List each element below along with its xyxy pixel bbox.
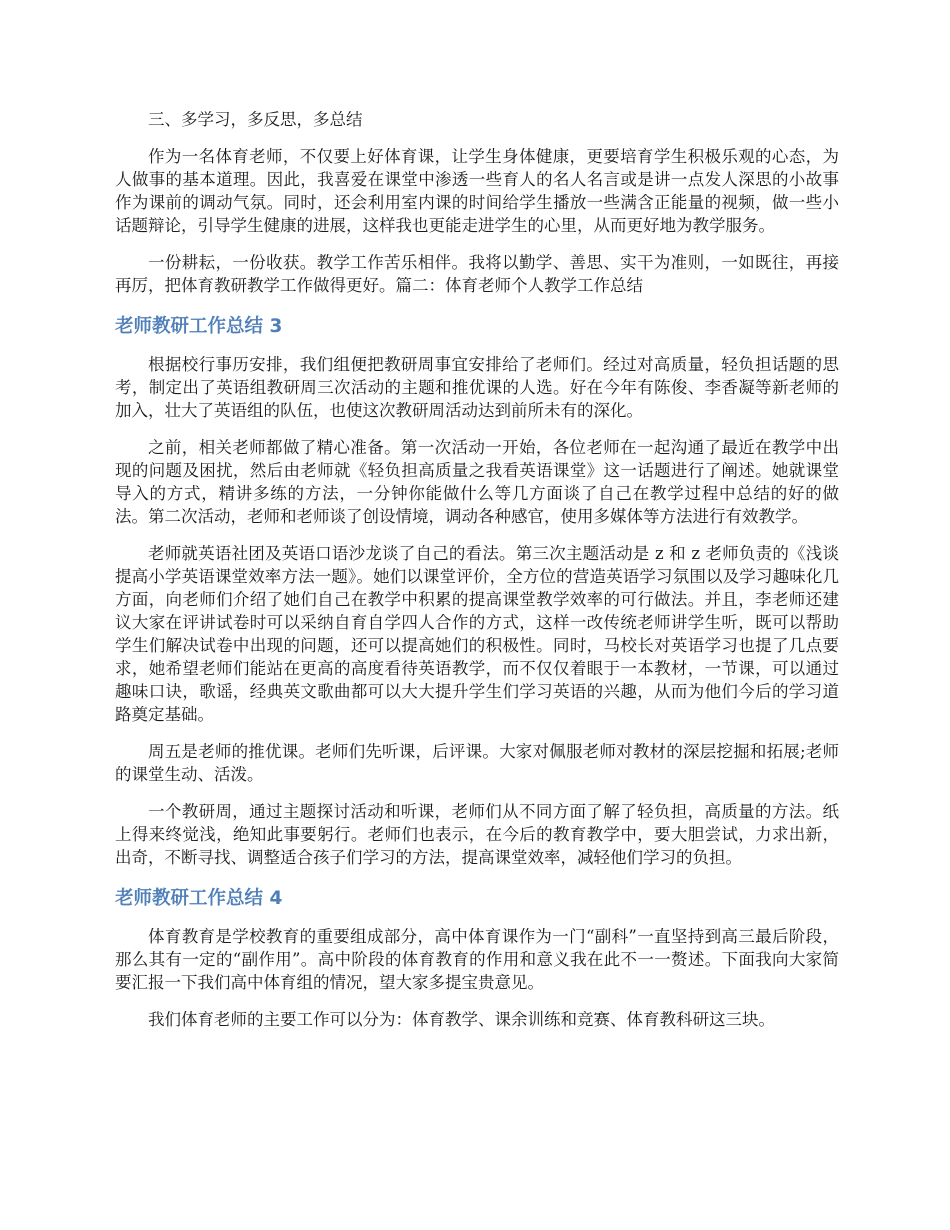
paragraph: 一个教研周，通过主题探讨活动和听课，老师们从不同方面了解了轻负担，高质量的方法。纸上得来终觉浅，绝知此事要躬行。老师们也表示，在今后的教育教学中，要大胆尝试，力求出新，出奇，不断寻找、调整适合孩子们学习的方法，提高课堂效率，减轻他们学习的负担。: [115, 802, 839, 867]
paragraph: 作为一名体育老师，不仅要上好体育课，让学生身体健康，更要培育学生积极乐观的心态，为人做事的基本道理。因此，我喜爱在课堂中渗透一些育人的名人名言或是讲一点发人深思的小故事作为课前的调动气氛。同时，还会利用室内课的时间给学生播放一些满含正能量的视频，做一些小话题辩论，引导学生健康的进展，这样我也更能走进学生的心里，从而更好地为教学服务。: [115, 147, 839, 235]
paragraph: 根据校行事历安排，我们组便把教研周事宜安排给了老师们。经过对高质量，轻负担话题的思考，制定出了英语组教研周三次活动的主题和推优课的人选。好在今年有陈俊、李香凝等新老师的加入，壮大了英语组的队伍，也使这次教研周活动达到前所未有的深化。: [115, 355, 839, 420]
paragraph: 周五是老师的推优课。老师们先听课，后评课。大家对佩服老师对教材的深层挖掘和拓展;老师的课堂生动、活泼。: [115, 742, 839, 784]
section-heading: 老师教研工作总结 3: [115, 316, 283, 337]
document-page: [115, 108, 839, 1045]
paragraph: 一份耕耘，一份收获。教学工作苦乐相伴。我将以勤学、善思、实干为准则，一如既往，再接再厉，把体育教研教学工作做得更好。篇二：体育老师个人教学工作总结: [115, 253, 839, 295]
paragraph: 老师就英语社团及英语口语沙龙谈了自己的看法。第三次主题活动是 z 和 z 老师负责的《浅谈提高小学英语课堂效率方法一题》。她们以课堂评价，全方位的营造英语学习氛围以及学习趣味化几方面，向老师们介绍了她们自己在教学中积累的提高课堂教学效率的可行做法。并且，李老师还建议大家在评讲试卷时可以采纳自育自学四人合作的方式，这样一改传统老师讲学生听，既可以帮助学生们解决试卷中出现的问题，还可以提高她们的积极性。同时，马校长对英语学习也提了几点要求，她希望老师们能站在更高的高度看待英语教学，而不仅仅着眼于一本教材，一节课，可以通过趣味口诀，歌谣，经典英文歌曲都可以大大提升学生们学习英语的兴趣，从而为他们今后的学习道路奠定基础。: [115, 544, 839, 724]
section-heading: 老师教研工作总结 4: [115, 888, 283, 909]
paragraph: 三、多学习，多反思，多总结: [148, 110, 363, 129]
paragraph: 体育教育是学校教育的重要组成部分，高中体育课作为一门“副科”一直坚持到高三最后阶段，那么其有一定的“副作用”。高中阶段的体育教育的作用和意义我在此不一一赘述。下面我向大家简要汇报一下我们高中体育组的情况，望大家多提宝贵意见。: [115, 927, 839, 992]
paragraph: 之前，相关老师都做了精心准备。第一次活动一开始，各位老师在一起沟通了最近在教学中出现的问题及困扰，然后由老师就《轻负担高质量之我看英语课堂》这一话题进行了阐述。她就课堂导入的方式，精讲多练的方法，一分钟你能做什么等几方面谈了自己在教学过程中总结的好的做法。第二次活动，老师和老师谈了创设情境，调动各种感官，使用多媒体等方法进行有效教学。: [115, 438, 839, 526]
paragraph: 我们体育老师的主要工作可以分为：体育教学、课余训练和竞赛、体育教科研这三块。: [148, 1010, 775, 1029]
